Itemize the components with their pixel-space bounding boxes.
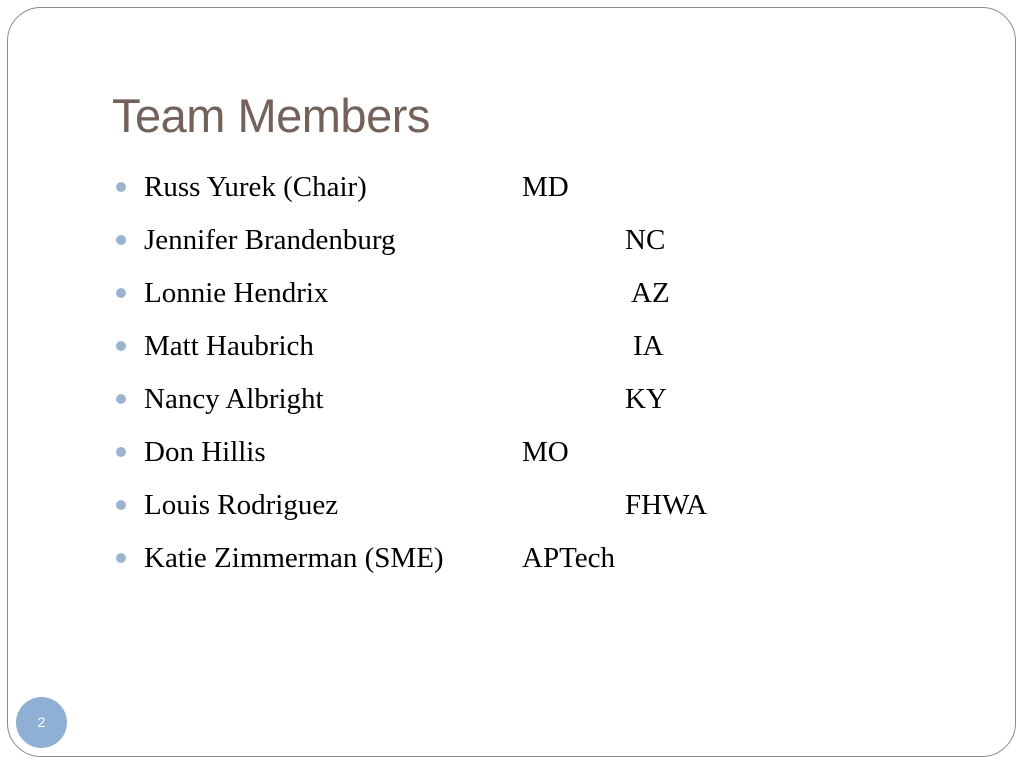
member-organization: MD: [522, 171, 569, 203]
member-name: Katie Zimmerman (SME): [144, 542, 444, 574]
member-name: Nancy Albright: [144, 383, 324, 415]
list-item: [0, 224, 1024, 264]
bullet-icon: [116, 182, 126, 192]
member-organization: MO: [522, 436, 569, 468]
member-name: Lonnie Hendrix: [144, 277, 329, 309]
page-number: 2: [37, 714, 46, 730]
slide-title: Team Members: [112, 89, 430, 142]
bullet-icon: [116, 447, 126, 457]
member-name: Matt Haubrich: [144, 330, 314, 362]
member-name: Louis Rodriguez: [144, 489, 339, 521]
bullet-icon: [116, 394, 126, 404]
member-organization: APTech: [522, 542, 616, 574]
list-item: [0, 489, 1024, 529]
list-item: [0, 277, 1024, 317]
member-name: Jennifer Brandenburg: [144, 224, 396, 256]
list-item: [0, 171, 1024, 211]
list-item: [0, 542, 1024, 582]
page-number-badge: [16, 697, 67, 748]
list-item: [0, 383, 1024, 423]
bullet-icon: [116, 500, 126, 510]
member-organization: NC: [625, 224, 666, 256]
list-item: [0, 330, 1024, 370]
member-name: Russ Yurek (Chair): [144, 171, 367, 203]
list-item: [0, 436, 1024, 476]
member-organization: KY: [625, 383, 667, 415]
member-organization: FHWA: [625, 489, 708, 521]
bullet-icon: [116, 288, 126, 298]
bullet-icon: [116, 553, 126, 563]
member-organization: AZ: [631, 277, 670, 309]
member-name: Don Hillis: [144, 436, 266, 468]
bullet-icon: [116, 235, 126, 245]
bullet-icon: [116, 341, 126, 351]
member-organization: IA: [633, 330, 664, 362]
